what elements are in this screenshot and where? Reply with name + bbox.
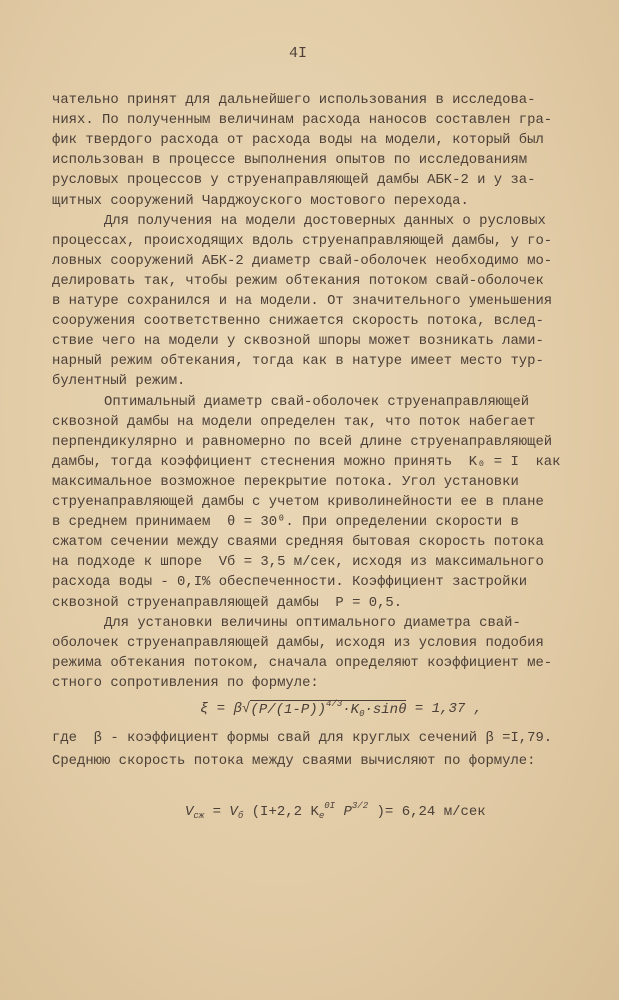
text-line: щитных сооружений Чарджоуского мостового перехода. bbox=[52, 193, 469, 209]
formula-exponent: 4/3 bbox=[326, 698, 343, 709]
text-line: на подходе к шпоре Vб = 3,5 м/сек, исходя из максимального bbox=[52, 554, 544, 570]
text-line: Для установки величины оптимального диаметра свай- bbox=[104, 615, 521, 631]
formula-vb-sub: б bbox=[237, 810, 244, 821]
text-line: фик твердого расхода от расхода воды на модели, который был bbox=[52, 132, 544, 148]
formula-resistance-coefficient bbox=[200, 700, 482, 718]
text-line: русловых процессов у струенаправляющей дамбы АБК-2 и у за- bbox=[52, 172, 536, 188]
text-line: струенаправляющей дамбы с учетом криволинейности ее в плане bbox=[52, 494, 544, 510]
formula-eq: = V bbox=[204, 804, 238, 820]
text-line: булентный режим. bbox=[52, 373, 186, 389]
page-number: 4I bbox=[289, 45, 308, 62]
formula-result: )= 6,24 м/сек bbox=[368, 804, 486, 820]
formula-k: ·K bbox=[342, 702, 360, 718]
text-line: расхода воды - 0,I% обеспеченности. Коэффициент застройки bbox=[52, 574, 528, 590]
text-line: максимальное возможное перекрытие потока. Угол установки bbox=[52, 474, 519, 490]
formula-v: V bbox=[185, 804, 194, 820]
formula-k-sub: e bbox=[318, 810, 325, 821]
text-line: где β - коэффициент формы свай для круглых сечений β =I,79. bbox=[52, 730, 553, 746]
text-line: сжатом сечении между сваями средняя бытовая скорость потока bbox=[52, 534, 544, 550]
text-line: ниях. По полученным величинам расхода наносов составлен гра- bbox=[52, 112, 553, 128]
text-line: чательно принят для дальнейшего использования в исследова- bbox=[52, 92, 536, 108]
text-line: перпендикулярно и равномерно по всей длине струенаправляющей bbox=[52, 434, 553, 450]
text-line: сооружения соответственно снижается скорость потока, вслед- bbox=[52, 313, 544, 329]
text-line: дамбы, тогда коэффициент стеснения можно принять K₀ = I как bbox=[52, 454, 561, 470]
text-line: сквозной дамбы на модели определен так, что поток набегает bbox=[52, 414, 536, 430]
formula-radicand bbox=[250, 700, 406, 718]
text-line: Оптимальный диаметр свай-оболочек струенаправляющей bbox=[104, 394, 530, 410]
formula-space bbox=[406, 701, 414, 717]
formula-result: = 1,37 , bbox=[414, 701, 483, 717]
text-line: оболочек струенаправляющей дамбы, исходя из условия подобия bbox=[52, 635, 544, 651]
formula-p: P bbox=[335, 804, 352, 820]
text-line: Среднюю скорость потока между сваями вычисляют по формуле: bbox=[52, 753, 536, 769]
text-line: ствие чего на модели у сквозной шпоры может возникать лами- bbox=[52, 333, 544, 349]
text-line: использован в процессе выполнения опытов по исследованиям bbox=[52, 152, 528, 168]
text-line: в среднем принимаем θ = 30⁰. При определении скорости в bbox=[52, 514, 519, 530]
formula-p-sup: 3/2 bbox=[351, 800, 369, 811]
formula-lhs: ξ = β bbox=[200, 701, 243, 717]
text-line: режима обтекания потоком, сначала определяют коэффициент ме- bbox=[52, 655, 553, 671]
text-line: сквозной струенаправляющей дамбы P = 0,5. bbox=[52, 595, 403, 611]
formula-mean-velocity bbox=[185, 800, 486, 821]
formula-paren: (I+2,2 K bbox=[243, 804, 319, 820]
sqrt-icon: √ bbox=[242, 701, 251, 717]
formula-k-sub: 0 bbox=[359, 708, 365, 719]
formula-k-sup: 0I bbox=[324, 800, 336, 811]
text-line: в натуре сохранился и на модели. От значительного уменьшения bbox=[52, 293, 553, 309]
formula-v-sub: сж bbox=[193, 810, 205, 821]
text-line: делировать так, чтобы режим обтекания потоком свай-оболочек bbox=[52, 273, 544, 289]
text-line: процессах, происходящих вдоль струенаправляющей дамбы, у го- bbox=[52, 233, 553, 249]
text-line: нарный режим обтекания, тогда как в натуре имеет место тур- bbox=[52, 353, 544, 369]
text-line: Для получения на модели достоверных данных о русловых bbox=[104, 213, 546, 229]
text-line: стного сопротивления по формуле: bbox=[52, 675, 319, 691]
formula-sin: ·sinθ bbox=[364, 702, 407, 718]
text-line: ловных сооружений АБК-2 диаметр свай-оболочек необходимо мо- bbox=[52, 253, 553, 269]
formula-fraction: (P/(1-P)) bbox=[250, 702, 327, 718]
